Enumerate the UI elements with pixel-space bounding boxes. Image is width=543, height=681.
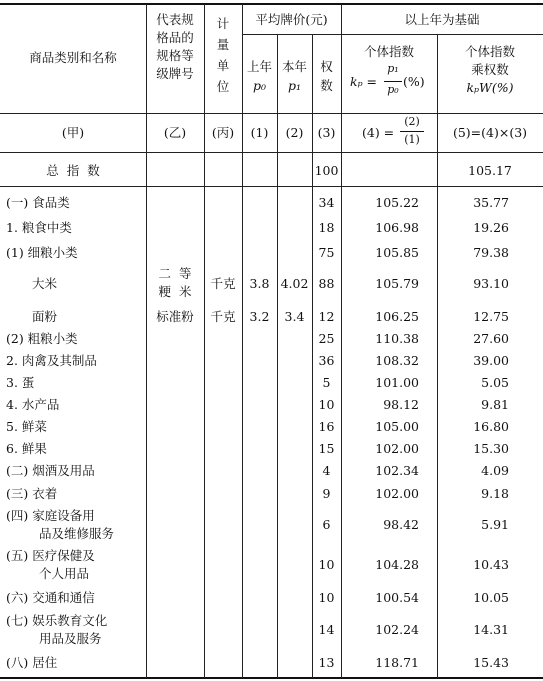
row-weight: 15 [318, 441, 335, 456]
col-divider-3 [242, 4, 243, 678]
row-index: 106.25 [375, 309, 419, 324]
row-name: (2) 粗粮小类 [6, 331, 78, 346]
row-price-this: 4.02 [280, 276, 309, 291]
header-spec-line-3: 规格等 [156, 48, 194, 63]
row-index: 102.24 [375, 622, 419, 637]
row-price-prev: 3.8 [249, 276, 270, 291]
row-name-line-1: (四) 家庭设备用 [6, 508, 95, 523]
header-this-year-symbol: p₁ [287, 78, 301, 93]
row-weight: 12 [318, 309, 335, 324]
row-weight: 25 [318, 331, 335, 346]
header-spec-line-2: 格品的 [156, 30, 194, 45]
code-4-lhs: (4) = [362, 125, 395, 140]
header-prev-year: 上年 [246, 59, 272, 74]
row-name-line-2: 个人用品 [39, 566, 90, 581]
code-5: (5)=(4)×(3) [452, 125, 528, 140]
row-index: 104.28 [375, 557, 419, 572]
row-name: 2. 肉禽及其制品 [6, 353, 97, 368]
row-weight: 5 [322, 375, 331, 390]
row-index: 106.98 [375, 220, 419, 235]
row-name: (一) 食品类 [6, 195, 70, 210]
code-row-bottom-rule [0, 152, 543, 153]
header-spec-line-1: 代表规 [156, 12, 194, 27]
top-rule [0, 3, 543, 5]
header-weight-1: 权 [320, 59, 333, 74]
code-b: (乙) [163, 125, 187, 140]
row-name: 5. 鲜菜 [6, 419, 47, 434]
header-spec-line-4: 级牌号 [156, 66, 194, 81]
row-weighted: 4.09 [481, 463, 509, 478]
row-weighted: 15.43 [473, 655, 509, 670]
row-name: (六) 交通和通信 [6, 590, 95, 605]
row-weight: 36 [318, 353, 335, 368]
row-name: (八) 居住 [6, 655, 58, 670]
row-index: 102.00 [375, 441, 419, 456]
header-this-year: 本年 [281, 59, 307, 74]
header-weighted-line-3: kₚW(%) [466, 80, 514, 95]
row-weight: 18 [318, 220, 335, 235]
row-weighted: 16.80 [473, 419, 509, 434]
row-name: 1. 粮食中类 [6, 220, 72, 235]
row-weighted: 14.31 [473, 622, 509, 637]
bottom-rule [0, 677, 543, 679]
row-weight: 10 [318, 557, 335, 572]
header-name-col: 商品类别和名称 [29, 50, 117, 65]
total-weighted: 105.17 [468, 163, 512, 178]
header-weighted-line-2: 乘权数 [471, 62, 509, 77]
row-unit: 千克 [210, 276, 236, 291]
header-bottom-rule [0, 113, 543, 114]
col-divider-1 [146, 4, 147, 678]
header-avg-price: 平均牌价(元) [255, 12, 328, 27]
row-index: 118.71 [375, 655, 419, 670]
row-index: 101.00 [375, 375, 419, 390]
row-name-line-2: 用品及服务 [39, 631, 102, 646]
row-name: 3. 蛋 [6, 375, 35, 390]
row-weight: 34 [318, 195, 335, 210]
header-weight-2: 数 [320, 78, 333, 93]
row-index: 98.12 [383, 397, 419, 412]
row-weighted: 19.26 [473, 220, 509, 235]
row-weight: 10 [318, 590, 335, 605]
row-spec-line-1: 二 等 [158, 266, 192, 281]
row-weight: 6 [322, 517, 331, 532]
row-spec-line-2: 粳 米 [158, 284, 192, 299]
row-name: 4. 水产品 [6, 397, 60, 412]
row-unit: 千克 [210, 309, 236, 324]
row-weight: 75 [318, 245, 335, 260]
header-formula-lhs: kₚ = [350, 74, 378, 89]
row-weight: 14 [318, 622, 335, 637]
total-row-bottom-rule [0, 186, 543, 187]
row-index: 105.00 [375, 419, 419, 434]
row-price-prev: 3.2 [249, 309, 270, 324]
row-weighted: 10.05 [473, 590, 509, 605]
code-4-bar [400, 131, 424, 132]
code-4-denominator: (1) [404, 133, 420, 146]
col-divider-2 [204, 4, 205, 678]
header-unit-line-1: 计 [216, 16, 230, 31]
row-weighted: 9.81 [481, 397, 509, 412]
code-3: (3) [317, 125, 336, 140]
header-formula-denominator: p₀ [387, 83, 399, 96]
row-name-line-1: (五) 医疗保健及 [6, 548, 95, 563]
row-index: 98.42 [383, 517, 419, 532]
header-indiv-index: 个体指数 [363, 44, 414, 59]
row-weight: 16 [318, 419, 335, 434]
header-unit-line-3: 单 [216, 58, 230, 73]
row-name: (三) 衣着 [6, 486, 58, 501]
header-prev-year-symbol: p₀ [252, 78, 266, 93]
header-weighted-line-1: 个体指数 [464, 44, 515, 59]
row-weight: 13 [318, 655, 335, 670]
row-name: (1) 细粮小类 [6, 245, 78, 260]
code-c: (丙) [211, 125, 235, 140]
header-base-group: 以上年为基础 [404, 12, 480, 27]
code-4-numerator: (2) [404, 115, 420, 128]
row-name: 大米 [32, 276, 58, 291]
row-weighted: 10.43 [473, 557, 509, 572]
row-index: 102.34 [375, 463, 419, 478]
row-weighted: 39.00 [473, 353, 509, 368]
row-name-line-1: (七) 娱乐教育文化 [6, 613, 108, 628]
row-price-this: 3.4 [284, 309, 305, 324]
header-formula-bar [384, 81, 402, 82]
row-name: 面粉 [32, 309, 58, 324]
row-weighted: 9.18 [481, 486, 509, 501]
code-a: (甲) [61, 125, 85, 140]
row-weighted: 93.10 [473, 276, 509, 291]
header-subrule-base [341, 34, 543, 35]
row-weighted: 27.60 [473, 331, 509, 346]
row-weighted: 5.91 [481, 517, 509, 532]
row-index: 105.85 [375, 245, 419, 260]
total-label: 总 指 数 [46, 163, 100, 178]
row-weight: 88 [318, 276, 335, 291]
row-weight: 9 [322, 486, 331, 501]
row-name: 6. 鲜果 [6, 441, 47, 456]
row-index: 105.22 [375, 195, 419, 210]
code-1: (1) [250, 125, 269, 140]
header-formula-numerator: p₁ [387, 62, 399, 75]
header-subrule-price [242, 34, 341, 35]
row-name-line-2: 品及维修服务 [39, 526, 115, 541]
row-weight: 4 [322, 463, 331, 478]
row-name: (二) 烟酒及用品 [6, 463, 95, 478]
header-unit-line-4: 位 [216, 79, 230, 94]
row-index: 108.32 [375, 353, 419, 368]
row-weighted: 79.38 [473, 245, 509, 260]
header-formula-pct: (%) [403, 74, 425, 89]
code-2: (2) [285, 125, 304, 140]
row-index: 100.54 [375, 590, 419, 605]
header-unit-line-2: 量 [216, 37, 230, 52]
row-index: 110.38 [375, 331, 419, 346]
row-weighted: 5.05 [481, 375, 509, 390]
row-weight: 10 [318, 397, 335, 412]
row-spec-line-1: 标准粉 [156, 309, 194, 324]
row-weighted: 15.30 [473, 441, 509, 456]
row-index: 102.00 [375, 486, 419, 501]
total-weight: 100 [314, 163, 339, 178]
row-index: 105.79 [375, 276, 419, 291]
row-weighted: 35.77 [473, 195, 509, 210]
row-weighted: 12.75 [473, 309, 509, 324]
